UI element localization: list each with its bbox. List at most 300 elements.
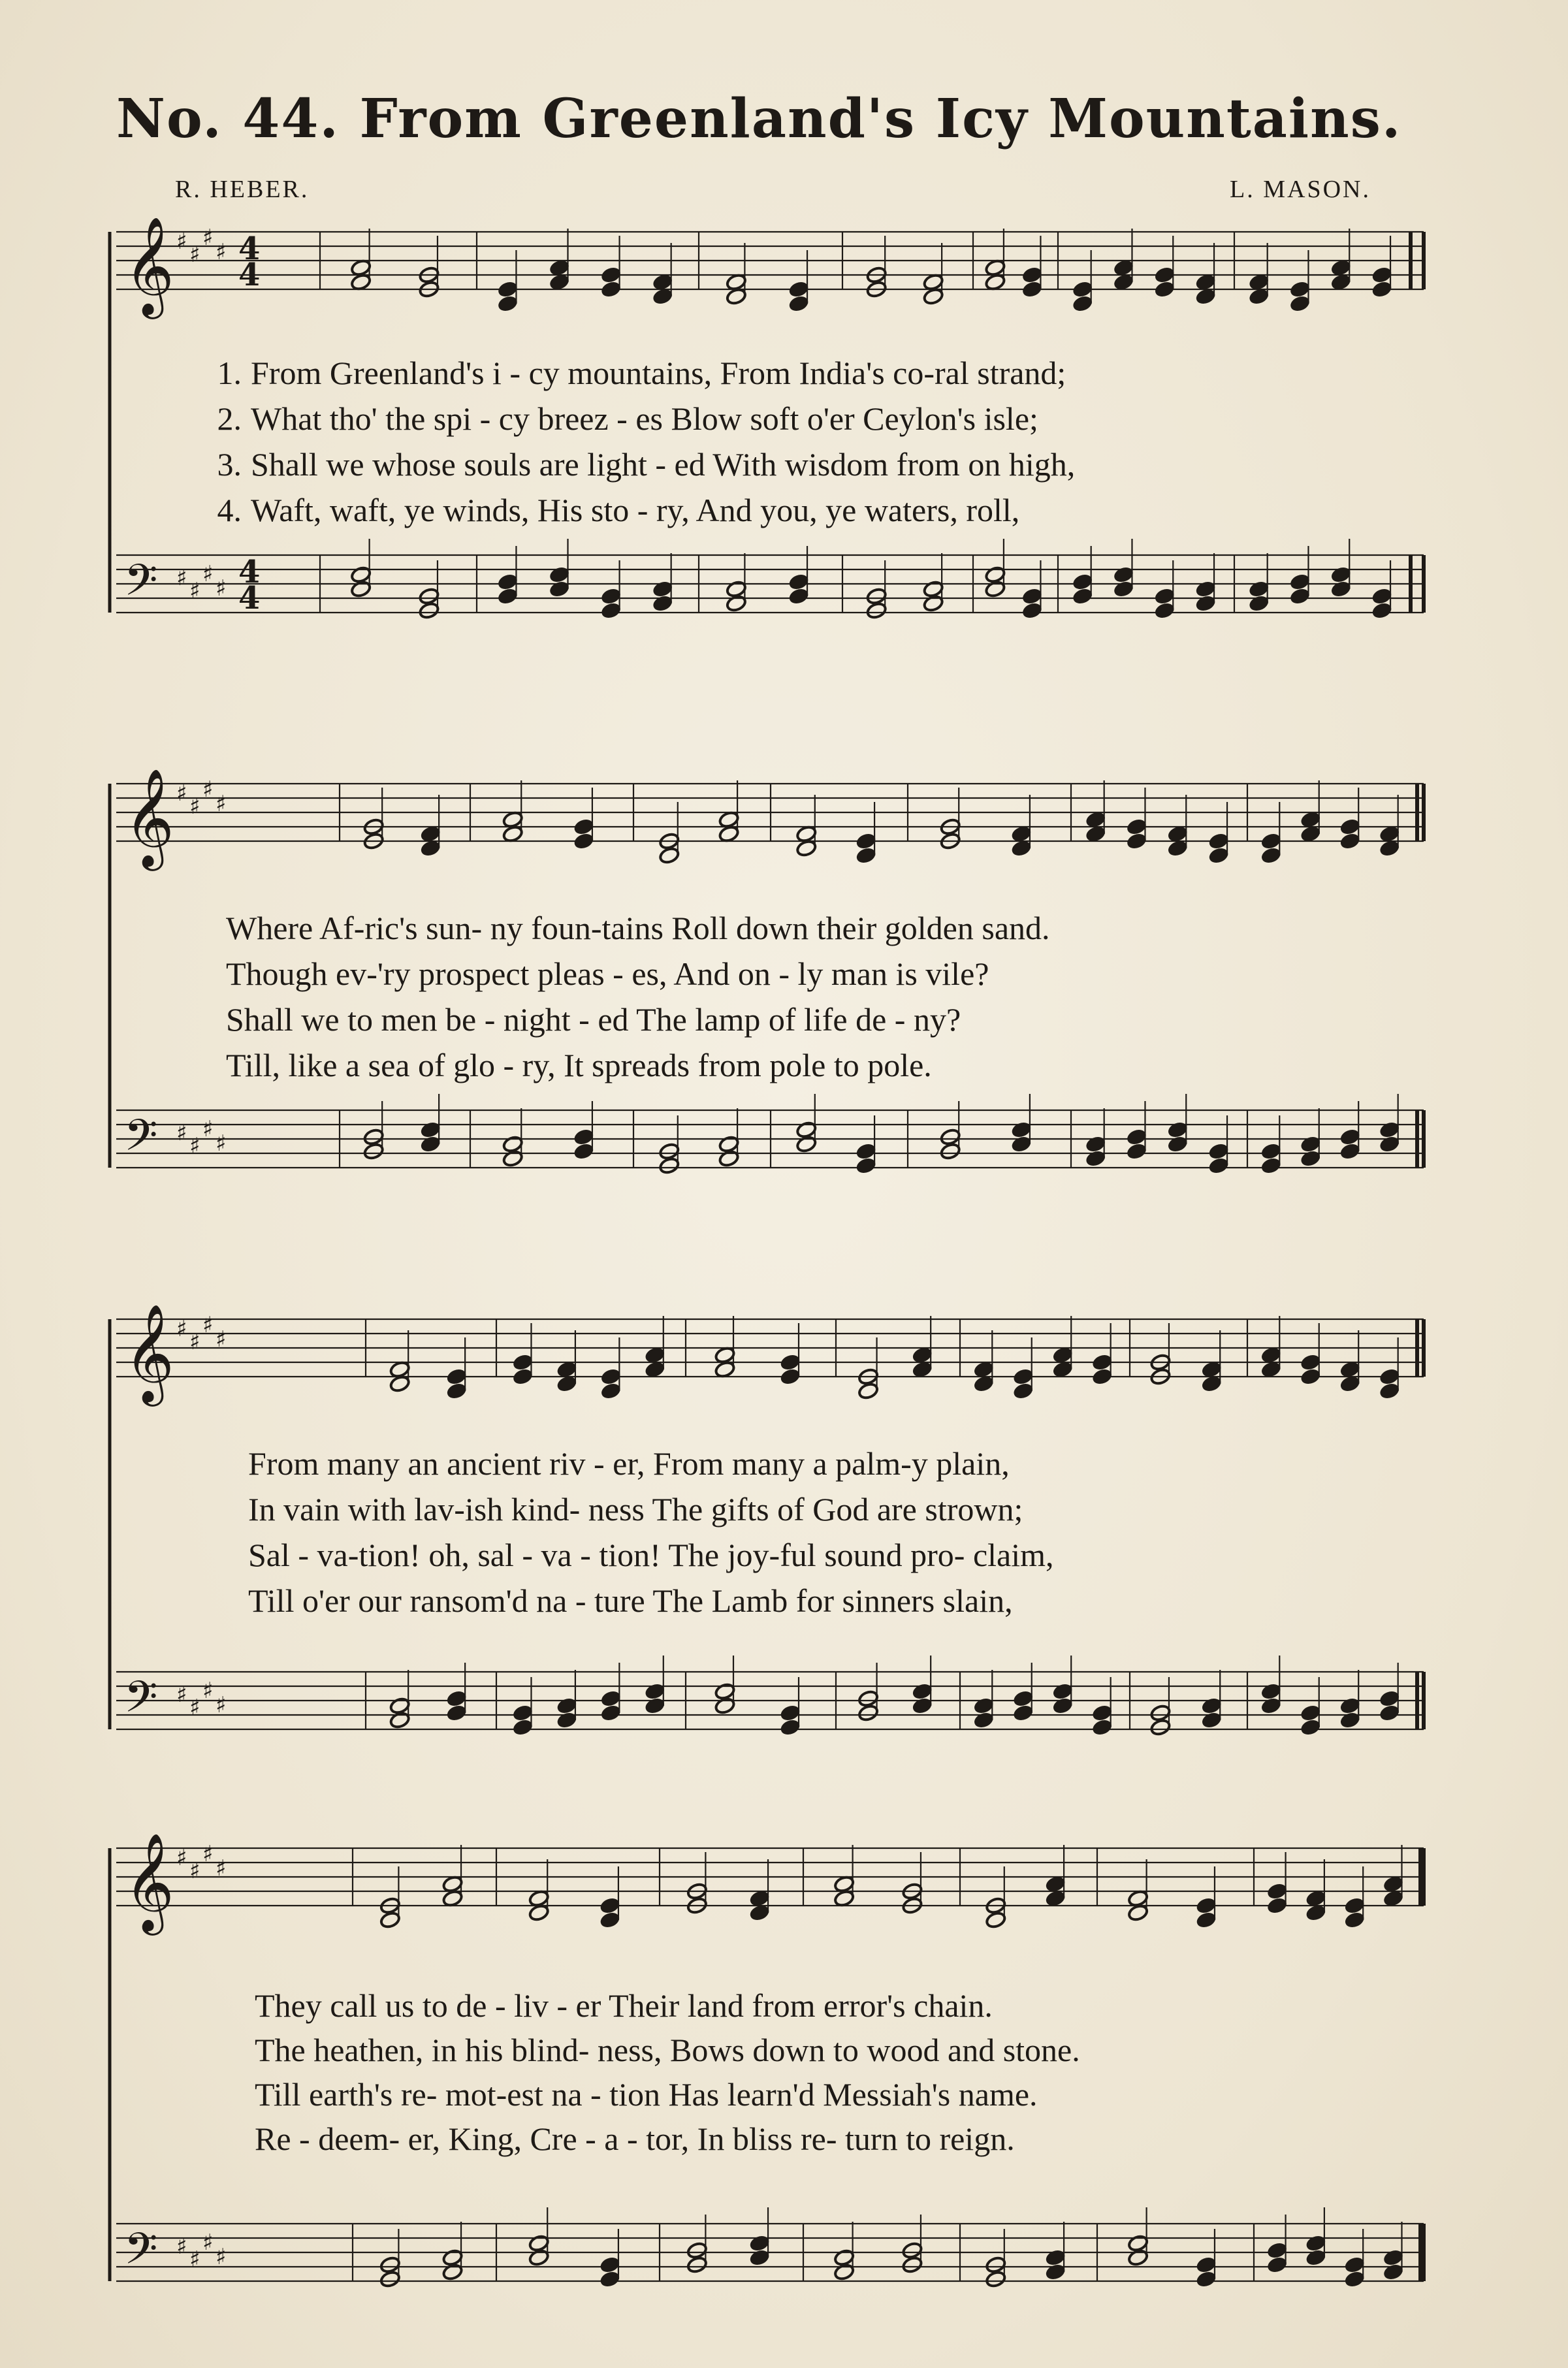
quarter-note (1266, 1896, 1288, 1915)
quarter-note (856, 832, 877, 850)
half-note (442, 1889, 464, 1908)
sharp-symbol: ♯ (176, 1120, 187, 1146)
quarter-note (644, 1346, 665, 1364)
quarter-note (973, 1375, 995, 1393)
quarter-note (1371, 266, 1393, 284)
quarter-note (652, 273, 673, 291)
quarter-note (599, 1896, 620, 1915)
half-note (833, 1889, 855, 1908)
half-note (1127, 1904, 1149, 1922)
quarter-note (1379, 1382, 1400, 1400)
quarter-note (1091, 1368, 1113, 1386)
half-note (379, 1911, 401, 1929)
quarter-note (749, 1889, 771, 1908)
half-note (1127, 1889, 1149, 1908)
half-note (442, 1875, 464, 1893)
quarter-note (1339, 1697, 1361, 1715)
quarter-note (1113, 259, 1134, 277)
time-signature-digit: 4 (238, 257, 261, 293)
half-note (350, 273, 372, 291)
half-note (833, 2248, 855, 2267)
half-note (350, 566, 372, 584)
half-note (923, 580, 944, 598)
quarter-note (420, 825, 441, 843)
lyric-line: 2. What tho' the spi - cy breez - es Blow soft o'er Ceylon's isle; (217, 400, 1038, 437)
quarter-note (644, 1360, 665, 1379)
sharp-symbol: ♯ (176, 229, 187, 255)
quarter-note (1344, 2270, 1366, 2288)
quarter-note (1300, 1353, 1321, 1371)
quarter-note (512, 1368, 534, 1386)
quarter-note (1167, 825, 1189, 843)
quarter-note (973, 1697, 995, 1715)
sharp-symbol: ♯ (176, 1682, 187, 1708)
quarter-note (1339, 1375, 1361, 1393)
quarter-note (1305, 1904, 1326, 1922)
quarter-note (1195, 287, 1217, 306)
quarter-note (1330, 580, 1352, 598)
sharp-symbol: ♯ (202, 1116, 214, 1142)
quarter-note (1201, 1697, 1223, 1715)
quarter-note (1072, 573, 1093, 591)
sharp-symbol: ♯ (189, 242, 200, 268)
lyric-line: 1. From Greenland's i - cy mountains, From India's co-ral strand; (217, 355, 1066, 391)
quarter-note (1113, 580, 1134, 598)
quarter-note (856, 1142, 877, 1160)
quarter-note (1091, 1353, 1113, 1371)
quarter-note (1266, 1882, 1288, 1900)
lyric-line: Shall we to men be - night - ed The lamp of life de - ny? (226, 1001, 961, 1038)
lyric-line: They call us to de - liv - er Their land from error's chain. (255, 1987, 993, 2024)
quarter-note (1045, 2263, 1066, 2281)
quarter-note (973, 1711, 995, 1729)
sharp-symbol: ♯ (189, 1133, 200, 1159)
lyric-line: Till earth's re- mot-est na - tion Has learn'd Messiah's name. (255, 2076, 1038, 2113)
lyric-line: 3. Shall we whose souls are light - ed With wisdom from on high, (217, 446, 1076, 483)
treble-clef: 𝄞 (124, 1832, 174, 1931)
sharp-symbol: ♯ (202, 225, 214, 251)
quarter-note (1344, 1896, 1366, 1915)
quarter-note (1300, 1149, 1321, 1168)
quarter-note (446, 1704, 468, 1722)
quarter-note (1339, 818, 1361, 836)
quarter-note (1167, 1135, 1189, 1153)
quarter-note (1195, 273, 1217, 291)
quarter-note (497, 587, 519, 605)
half-note (528, 2248, 550, 2267)
half-note (502, 1149, 524, 1168)
quarter-note (1012, 1689, 1034, 1708)
quarter-note (912, 1360, 933, 1379)
quarter-note (1208, 846, 1230, 865)
half-note (726, 273, 747, 291)
quarter-note (549, 259, 570, 277)
lyric-line: In vain with lav-ish kind- ness The gifts of God are strown; (248, 1491, 1023, 1528)
sharp-symbol: ♯ (176, 780, 187, 807)
quarter-note (600, 601, 622, 620)
quarter-note (1383, 1889, 1404, 1908)
half-note (363, 1142, 385, 1160)
half-note (1149, 1704, 1171, 1722)
sharp-symbol: ♯ (189, 793, 200, 820)
quarter-note (1195, 1911, 1217, 1929)
quarter-note (1339, 1360, 1361, 1379)
half-note (350, 259, 372, 277)
quarter-note (1379, 1704, 1400, 1722)
quarter-note (1072, 280, 1093, 298)
bass-clef: 𝄢 (124, 2224, 158, 2284)
half-note (502, 825, 524, 843)
half-note (901, 2256, 923, 2274)
half-note (923, 594, 944, 613)
half-note (389, 1697, 411, 1715)
quarter-note (1021, 601, 1043, 620)
half-note (923, 273, 944, 291)
sharp-symbol: ♯ (202, 2230, 214, 2256)
lyricist-credit: R. HEBER. (175, 176, 310, 203)
quarter-note (1248, 580, 1270, 598)
lyric-line: Re - deem- er, King, Cre - a - tor, In bliss re- turn to reign. (255, 2120, 1015, 2157)
lyric-line: Where Af-ric's sun- ny foun-tains Roll down their golden sand. (226, 910, 1050, 946)
quarter-note (1383, 2248, 1404, 2267)
quarter-note (1383, 2263, 1404, 2281)
quarter-note (1052, 1697, 1074, 1715)
half-note (528, 2234, 550, 2252)
lyric-line: The heathen, in his blind- ness, Bows down to wood and stone. (255, 2032, 1080, 2068)
half-note (985, 1911, 1006, 1929)
quarter-note (1126, 818, 1147, 836)
quarter-note (1248, 273, 1270, 291)
quarter-note (1260, 1157, 1282, 1175)
quarter-note (556, 1360, 577, 1379)
half-note (718, 1135, 740, 1153)
quarter-note (1126, 1128, 1147, 1146)
quarter-note (600, 1689, 622, 1708)
sharp-symbol: ♯ (176, 565, 187, 591)
quarter-note (652, 287, 673, 306)
quarter-note (1201, 1711, 1223, 1729)
quarter-note (556, 1375, 577, 1393)
quarter-note (1305, 2248, 1326, 2267)
quarter-note (856, 1157, 877, 1175)
quarter-note (1339, 1142, 1361, 1160)
quarter-note (1195, 594, 1217, 613)
quarter-note (644, 1682, 665, 1701)
half-note (658, 846, 680, 865)
quarter-note (856, 846, 877, 865)
half-note (795, 1121, 817, 1139)
music-system-3 (98, 1300, 1443, 1757)
quarter-note (1339, 832, 1361, 850)
quarter-note (1012, 1368, 1034, 1386)
half-note (984, 259, 1006, 277)
quarter-note (600, 1704, 622, 1722)
half-note (379, 2270, 401, 2288)
quarter-note (1010, 1135, 1032, 1153)
quarter-note (573, 1142, 594, 1160)
half-note (901, 2241, 923, 2260)
sharp-symbol: ♯ (202, 1312, 214, 1338)
sharp-symbol: ♯ (189, 1858, 200, 1884)
bass-clef: 𝄢 (124, 1672, 158, 1733)
quarter-note (1289, 295, 1311, 313)
quarter-note (788, 573, 810, 591)
quarter-note (652, 580, 673, 598)
quarter-note (1126, 1142, 1147, 1160)
treble-clef: 𝄞 (124, 767, 174, 867)
quarter-note (788, 587, 810, 605)
quarter-note (1072, 587, 1093, 605)
sharp-symbol: ♯ (202, 776, 214, 803)
quarter-note (1154, 280, 1176, 298)
quarter-note (1021, 587, 1043, 605)
quarter-note (1010, 825, 1032, 843)
quarter-note (644, 1697, 665, 1715)
quarter-note (420, 1135, 441, 1153)
sharp-symbol: ♯ (176, 1845, 187, 1871)
half-note (658, 1157, 680, 1175)
quarter-note (1085, 1149, 1106, 1168)
quarter-note (779, 1368, 801, 1386)
half-note (442, 2248, 464, 2267)
half-note (866, 601, 888, 620)
quarter-note (1154, 601, 1176, 620)
quarter-note (573, 818, 594, 836)
sharp-symbol: ♯ (189, 2247, 200, 2273)
quarter-note (549, 273, 570, 291)
half-note (984, 273, 1006, 291)
quarter-note (1379, 1368, 1400, 1386)
quarter-note (1167, 1121, 1189, 1139)
quarter-note (779, 1704, 801, 1722)
half-note (714, 1682, 735, 1701)
bass-clef: 𝄢 (124, 1110, 158, 1171)
half-note (857, 1704, 879, 1722)
quarter-note (1072, 295, 1093, 313)
half-note (528, 1889, 550, 1908)
quarter-note (1379, 839, 1400, 857)
quarter-note (1045, 2248, 1066, 2267)
music-system-4 (98, 1829, 1443, 2325)
half-note (795, 1135, 817, 1153)
quarter-note (497, 280, 519, 298)
sharp-symbol: ♯ (216, 2244, 227, 2270)
sharp-symbol: ♯ (216, 1692, 227, 1718)
half-note (718, 810, 740, 829)
quarter-note (1300, 1718, 1321, 1736)
sharp-symbol: ♯ (189, 1695, 200, 1721)
quarter-note (1085, 825, 1106, 843)
half-note (350, 580, 372, 598)
quarter-note (1167, 839, 1189, 857)
quarter-note (1300, 1704, 1321, 1722)
quarter-note (1300, 1135, 1321, 1153)
sharp-symbol: ♯ (216, 1130, 227, 1157)
lyric-line: Though ev-'ry prospect pleas - es, And on - ly man is vile? (226, 955, 989, 992)
half-note (389, 1360, 411, 1379)
music-system-1 (98, 216, 1443, 679)
half-note (389, 1711, 411, 1729)
half-note (528, 1904, 550, 1922)
quarter-note (1383, 1875, 1404, 1893)
half-note (718, 1149, 740, 1168)
quarter-note (1289, 280, 1311, 298)
quarter-note (1330, 566, 1352, 584)
quarter-note (600, 1382, 622, 1400)
quarter-note (549, 566, 570, 584)
quarter-note (1339, 1711, 1361, 1729)
quarter-note (1266, 2256, 1288, 2274)
quarter-note (779, 1353, 801, 1371)
quarter-note (600, 280, 622, 298)
quarter-note (1010, 1121, 1032, 1139)
quarter-note (1344, 2256, 1366, 2274)
half-note (923, 287, 944, 306)
quarter-note (1052, 1346, 1074, 1364)
quarter-note (1012, 1704, 1034, 1722)
quarter-note (1260, 846, 1282, 865)
quarter-note (788, 280, 810, 298)
quarter-note (1208, 1157, 1230, 1175)
half-note (714, 1360, 735, 1379)
quarter-note (573, 832, 594, 850)
quarter-note (1045, 1875, 1066, 1893)
quarter-note (973, 1360, 995, 1379)
half-note (714, 1697, 735, 1715)
half-note (984, 580, 1006, 598)
quarter-note (420, 839, 441, 857)
quarter-note (779, 1718, 801, 1736)
half-note (418, 601, 440, 620)
quarter-note (1154, 266, 1176, 284)
quarter-note (446, 1689, 468, 1708)
sharp-symbol: ♯ (216, 791, 227, 817)
half-note (985, 2256, 1006, 2274)
quarter-note (1248, 287, 1270, 306)
quarter-note (1208, 832, 1230, 850)
quarter-note (1371, 280, 1393, 298)
lyric-line: Till, like a sea of glo - ry, It spreads from pole to pole. (226, 1047, 932, 1083)
quarter-note (1289, 587, 1311, 605)
half-note (1149, 1718, 1171, 1736)
half-note (686, 2256, 708, 2274)
treble-clef: 𝄞 (124, 216, 174, 315)
quarter-note (1085, 1135, 1106, 1153)
quarter-note (556, 1697, 577, 1715)
quarter-note (549, 580, 570, 598)
quarter-note (1021, 266, 1043, 284)
quarter-note (1260, 1142, 1282, 1160)
quarter-note (1045, 1889, 1066, 1908)
quarter-note (1266, 2241, 1288, 2260)
quarter-note (497, 295, 519, 313)
quarter-note (1379, 1135, 1400, 1153)
half-note (502, 1135, 524, 1153)
quarter-note (912, 1346, 933, 1364)
sharp-symbol: ♯ (202, 1841, 214, 1867)
quarter-note (1289, 573, 1311, 591)
quarter-note (446, 1382, 468, 1400)
quarter-note (912, 1697, 933, 1715)
sharp-symbol: ♯ (216, 239, 227, 265)
quarter-note (573, 1128, 594, 1146)
half-note (379, 2256, 401, 2274)
bass-clef: 𝄢 (124, 555, 158, 616)
quarter-note (600, 587, 622, 605)
time-signature-digit: 4 (238, 231, 261, 267)
quarter-note (1208, 1142, 1230, 1160)
sharp-symbol: ♯ (176, 1316, 187, 1342)
quarter-note (1248, 594, 1270, 613)
hymn-title: No. 44. From Greenland's Icy Mountains. (116, 88, 1402, 150)
half-note (714, 1346, 735, 1364)
quarter-note (1371, 601, 1393, 620)
lyric-line: Till o'er our ransom'd na - ture The Lamb for sinners slain, (248, 1582, 1013, 1619)
half-note (658, 1142, 680, 1160)
quarter-note (1371, 587, 1393, 605)
sharp-symbol: ♯ (216, 1326, 227, 1352)
half-note (866, 587, 888, 605)
quarter-note (1260, 1346, 1282, 1364)
half-note (833, 2263, 855, 2281)
sharp-symbol: ♯ (189, 578, 200, 604)
quarter-note (512, 1718, 534, 1736)
quarter-note (1201, 1360, 1223, 1379)
quarter-note (497, 573, 519, 591)
quarter-note (1012, 1382, 1034, 1400)
quarter-note (599, 2256, 620, 2274)
lyric-line: From many an ancient riv - er, From many a palm-y plain, (248, 1445, 1010, 1482)
half-note (418, 587, 440, 605)
quarter-note (1195, 2270, 1217, 2288)
quarter-note (600, 266, 622, 284)
sharp-symbol: ♯ (202, 561, 214, 587)
quarter-note (1021, 280, 1043, 298)
quarter-note (788, 295, 810, 313)
quarter-note (512, 1353, 534, 1371)
quarter-note (1300, 1368, 1321, 1386)
quarter-note (1260, 832, 1282, 850)
quarter-note (1195, 2256, 1217, 2274)
half-note (1127, 2234, 1149, 2252)
quarter-note (446, 1368, 468, 1386)
quarter-note (749, 1904, 771, 1922)
sharp-symbol: ♯ (202, 1678, 214, 1704)
quarter-note (599, 2270, 620, 2288)
quarter-note (1126, 832, 1147, 850)
quarter-note (1113, 273, 1134, 291)
quarter-note (1344, 1911, 1366, 1929)
quarter-note (1379, 825, 1400, 843)
quarter-note (556, 1711, 577, 1729)
quarter-note (1300, 810, 1321, 829)
half-note (686, 2241, 708, 2260)
half-note (857, 1382, 879, 1400)
time-signature-digit: 4 (238, 580, 261, 616)
half-note (718, 825, 740, 843)
half-note (502, 810, 524, 829)
half-note (795, 825, 817, 843)
music-system-2 (98, 764, 1443, 1221)
sharp-symbol: ♯ (189, 1329, 200, 1355)
half-note (1127, 2248, 1149, 2267)
quarter-note (1113, 566, 1134, 584)
time-signature-digit: 4 (238, 554, 261, 590)
quarter-note (1052, 1360, 1074, 1379)
lyric-line: Sal - va-tion! oh, sal - va - tion! The joy-ful sound pro- claim, (248, 1537, 1054, 1573)
quarter-note (912, 1682, 933, 1701)
quarter-note (512, 1704, 534, 1722)
